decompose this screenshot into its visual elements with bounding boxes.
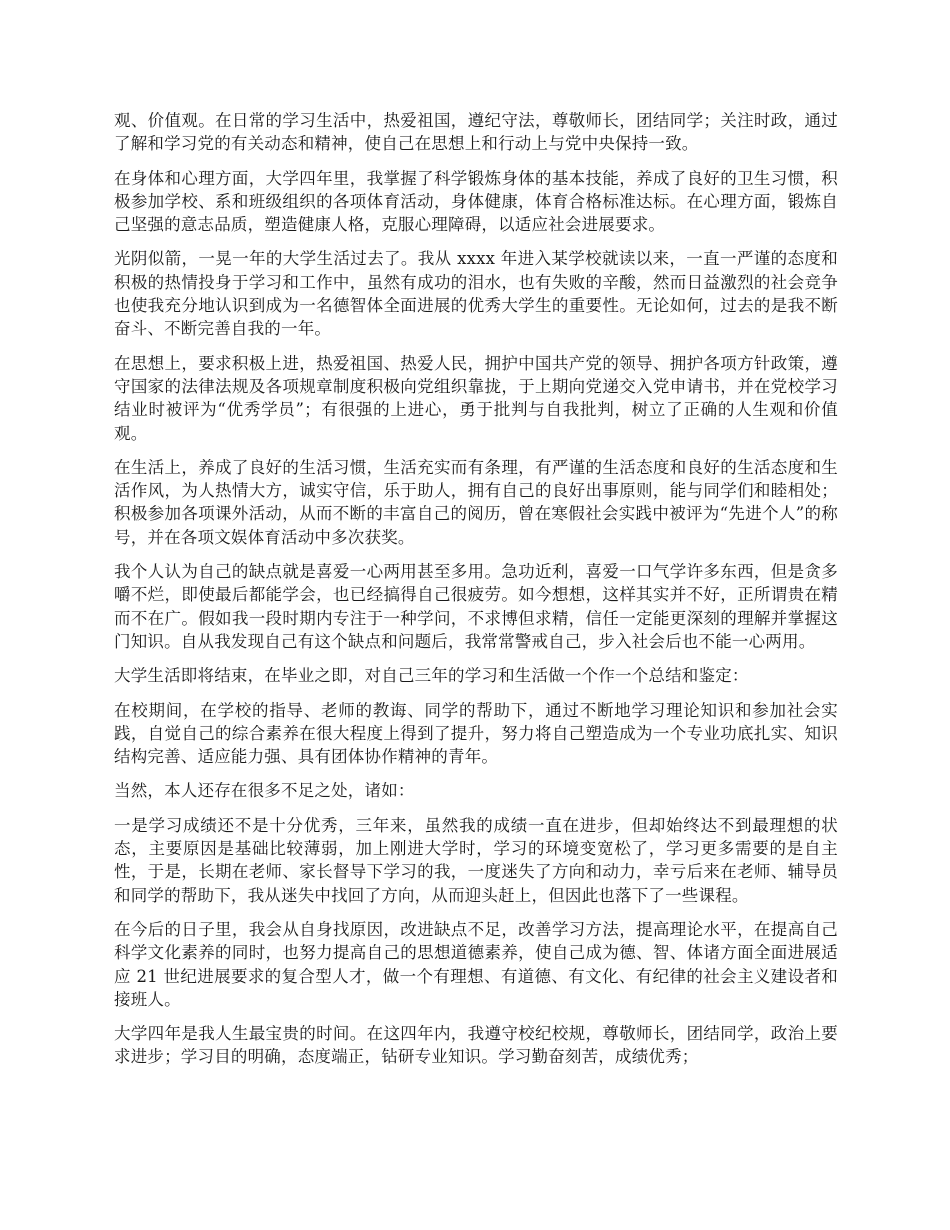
paragraph-grades: 一是学习成绩还不是十分优秀，三年来，虽然我的成绩一直在进步，但却始终达不到最理想的状态，主要原因是基础比较薄弱，加上刚进大学时，学习的环境变宽松了，学习更多需要的是自主性，于是，长期在老师、家长督导下学习的我，一度迷失了方向和动力，幸亏后来在老师、辅导员和同学的帮助下，我从迷失中找回了方向，从而迎头赶上，但因此也落下了一些课程。 bbox=[114, 815, 838, 905]
paragraph-values: 观、价值观。在日常的学习生活中，热爱祖国，遵纪守法，尊敬师长，团结同学；关注时政，通过了解和学习党的有关动态和精神，使自己在思想上和行动上与党中央保持一致。 bbox=[114, 111, 838, 154]
paragraph-deficiencies-intro: 当然，本人还存在很多不足之处，诸如： bbox=[114, 781, 415, 801]
document-body bbox=[114, 109, 838, 1080]
paragraph-four-years: 大学四年是我人生最宝贵的时间。在这四年内，我遵守校纪校规，尊敬师长，团结同学，政治上要求进步；学习目的明确，态度端正，钻研专业知识。学习勤奋刻苦，成绩优秀； bbox=[114, 1024, 838, 1067]
paragraph-life: 在生活上，养成了良好的生活习惯，生活充实而有条理，有严谨的生活态度和良好的生活态度和生活作风，为人热情大方，诚实守信，乐于助人，拥有自己的良好出事原则，能与同学们和睦相处；积极参加各项课外活动，从而不断的丰富自己的阅历，曾在寒假社会实践中被评为“先进个人”的称号，并在各项文娱体育活动中多次获奖。 bbox=[114, 457, 838, 547]
paragraph-shortcomings: 我个人认为自己的缺点就是喜爱一心两用甚至多用。急功近利，喜爱一口气学许多东西，但是贪多嚼不烂，即使最后都能学会，也已经搞得自己很疲劳。如今想想，这样其实并不好，正所谓贵在精而不在广。假如我一段时期内专注于一种学问，不求博但求精，信任一定能更深刻的理解并掌握这门知识。自从我发现自己有这个缺点和问题后，我常常警戒自己，步入社会后也不能一心两用。 bbox=[114, 562, 838, 651]
paragraph-graduation: 大学生活即将结束，在毕业之即，对自己三年的学习和生活做一个作一个总结和鉴定： bbox=[114, 666, 749, 686]
paragraph-future: 在今后的日子里，我会从自身找原因，改进缺点不足，改善学习方法，提高理论水平，在提高自己科学文化素养的同时，也努力提高自己的思想道德素养，使自己成为德、智、体诸方面全面进展适应 21 世纪进展要求的复合型人才，做一个有理想、有道德、有文化、有纪律的社会主义建设者和接班人。 bbox=[114, 919, 838, 1009]
paragraph-time-passes: 光阴似箭，一晃一年的大学生活过去了。我从 xxxx 年进入某学校就读以来，一直一严谨的态度和积极的热情投身于学习和工作中，虽然有成功的泪水，也有失败的辛酸，然而日益激烈的社会竞争也使我充分地认识到成为一名德智体全面进展的优秀大学生的重要性。无论如何，过去的是我不断奋斗、不断完善自我的一年。 bbox=[114, 249, 838, 339]
paragraph-school-period: 在校期间，在学校的指导、老师的教诲、同学的帮助下，通过不断地学习理论知识和参加社会实践，自觉自己的综合素养在很大程度上得到了提升，努力将自己塑造成为一个专业功底扎实、知识结构完善、适应能力强、具有团体协作精神的青年。 bbox=[114, 700, 838, 767]
paragraph-physical-mental: 在身体和心理方面，大学四年里，我掌握了科学锻炼身体的基本技能，养成了良好的卫生习惯，积极参加学校、系和班级组织的各项体育活动，身体健康，体育合格标准达标。在心理方面，锻炼自己坚强的意志品质，塑造健康人格，克服心理障碍，以适应社会进展要求。 bbox=[114, 168, 838, 235]
paragraph-ideology: 在思想上，要求积极上进，热爱祖国、热爱人民，拥护中国共产党的领导、拥护各项方针政策，遵守国家的法律法规及各项规章制度积极向党组织靠拢，于上期向党递交入党申请书，并在党校学习结业时被评为“优秀学员”；有很强的上进心，勇于批判与自我批判，树立了正确的人生观和价值观。 bbox=[114, 353, 838, 443]
